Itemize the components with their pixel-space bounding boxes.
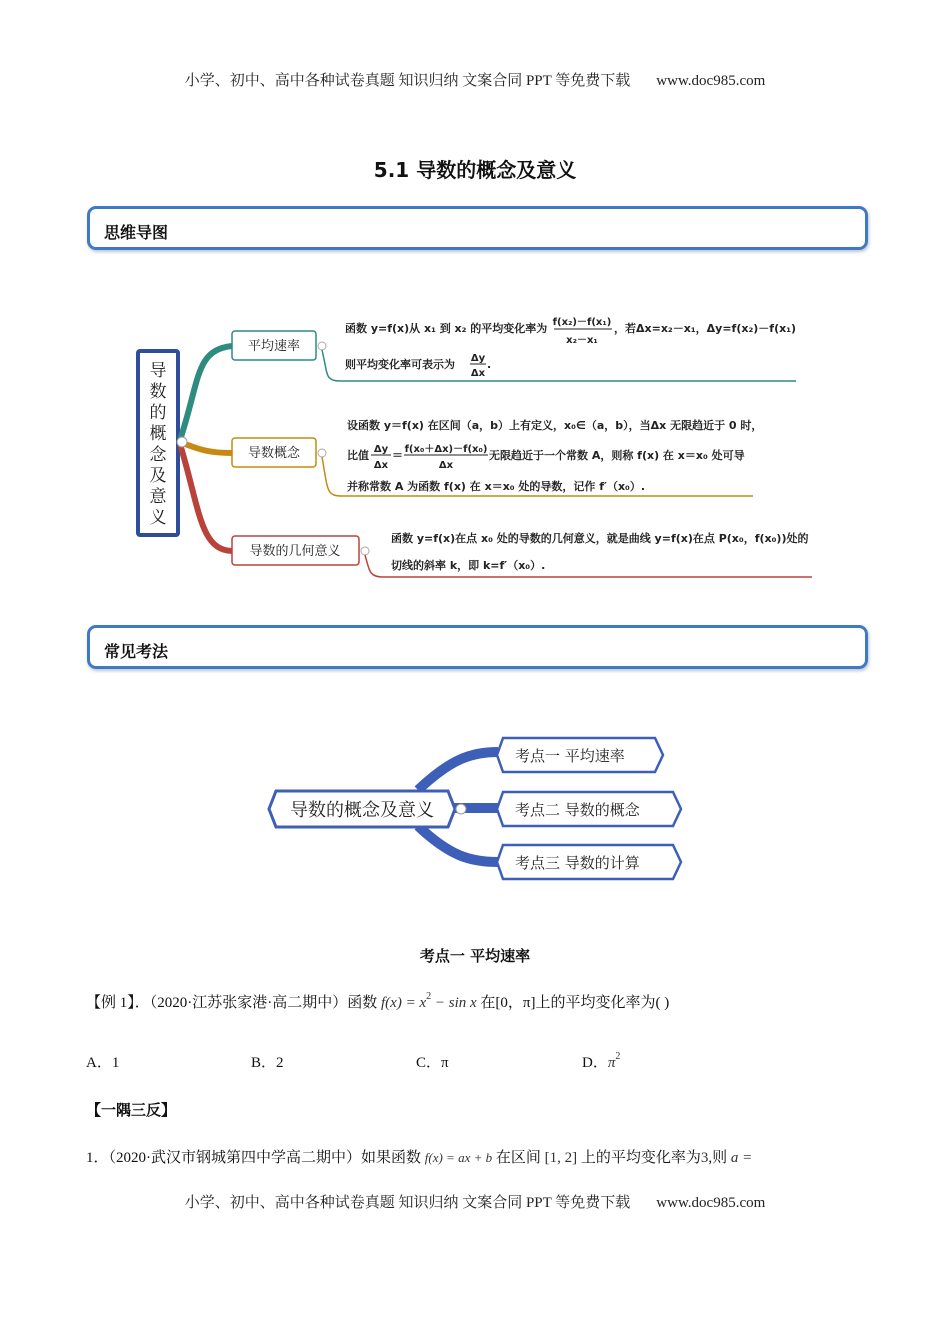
example-1 (86, 991, 669, 1012)
example-1-suffix: 在[0，π]上的平均变化率为( ) (480, 995, 670, 1011)
branch-label-speed: 平均速率 (247, 339, 301, 354)
mm2-root-connector (456, 804, 466, 814)
option-d-math: $\pi^2$ (607, 1051, 621, 1071)
concept-eq: ＝ (392, 449, 403, 462)
speed-frac2-num: Δy (470, 353, 486, 364)
concept-frac2-num: f(x₀＋Δx)－f(x₀) (404, 444, 488, 455)
option-a: A．1 (86, 1055, 120, 1071)
mm2-item-3-text: 考点三 导数的计算 (515, 854, 640, 872)
speed-line2-a: 则平均变化率可表示为 (345, 358, 455, 371)
geometry-line2: 切线的斜率 k，即 k=f′（x₀）. (391, 559, 546, 572)
speed-frac2-den: Δx (470, 368, 486, 379)
concept-line2-a: 比值 (347, 449, 369, 462)
branch-line-speed (180, 346, 232, 440)
option-d: D．$\pi^2$ (582, 1051, 621, 1071)
branch-line-concept (180, 442, 232, 453)
root-connector (177, 437, 187, 447)
concept-frac1-num: Δy (373, 444, 389, 455)
concept-line1: 设函数 y＝f(x) 在区间（a，b）上有定义，x₀∈（a，b），当Δx 无限趋近于 0 时， (347, 419, 763, 432)
mm2-item-1-text: 考点一 平均速率 (515, 747, 625, 765)
speed-line1-b: ，若Δx=x₂－x₁，Δy=f(x₂)－f(x₁) (614, 322, 797, 335)
kaodian1-title: 考点一 平均速率 (419, 947, 531, 965)
option-b: B．2 (251, 1055, 284, 1071)
concept-frac2-den: Δx (438, 460, 454, 471)
option-c: C．π (416, 1055, 449, 1071)
practice-1-value: 3 (700, 1150, 709, 1166)
header-site[interactable]: www.doc985.com (656, 73, 766, 89)
branch-connector-geometry (361, 547, 369, 555)
practice-1: 1．（2020·武汉市钢城第四中学高二期中）如果函数 f(x) = ax + b 在区间 [1, 2] 上的平均变化率为3,则 a = (86, 1150, 753, 1166)
branch-connector-concept (318, 449, 326, 457)
section-methods-label: 常见考法 (104, 642, 169, 661)
example-1-formula: $f(x) = x^2 - \sin x$ (381, 991, 477, 1011)
section-methods-box (87, 625, 868, 669)
speed-line2-b: . (487, 358, 492, 371)
practice-1-interval: [1, 2] (544, 1150, 578, 1166)
branch-label-geometry: 导数的几何意义 (249, 544, 341, 559)
practice-1-tail: a = (730, 1150, 753, 1166)
concept-frac1-den: Δx (373, 460, 389, 471)
page-title: 5.1 导数的概念及意义 (373, 158, 577, 182)
concept-line2-b: 无限趋近于一个常数 A，则称 f(x) 在 x＝x₀ 处可导 (489, 449, 745, 462)
practice-1-formula: f(x) = ax + b (424, 1150, 493, 1165)
footer-text: 小学、初中、高中各种试卷真题 知识归纳 文案合同 PPT 等免费下载 (184, 1195, 631, 1211)
mm2-root-text: 导数的概念及意义 (290, 800, 434, 821)
page-footer (0, 1191, 950, 1212)
branch-connector-speed (318, 342, 326, 350)
mindmap-root-text: 导数的概念及意义 (149, 361, 167, 528)
example-1-prefix: 【例 1】．（2020·江苏张家港·高二期中）函数 (86, 995, 378, 1011)
speed-frac1-den: x₂－x₁ (566, 335, 598, 346)
concept-line3: 并称常数 A 为函数 f(x) 在 x＝x₀ 处的导数，记作 f′（x₀）. (347, 480, 646, 493)
mm2-line-1 (418, 752, 498, 790)
branch-label-concept: 导数概念 (247, 446, 301, 461)
geometry-line1: 函数 y=f(x)在点 x₀ 处的导数的几何意义，就是曲线 y=f(x)在点 P(x₀，f(x₀))处的 (391, 532, 809, 545)
section-mindmap-label: 思维导图 (104, 223, 169, 242)
speed-frac1-num: f(x₂)－f(x₁) (552, 317, 612, 328)
branch-line-geometry (180, 444, 232, 551)
practice-title: 【一隅三反】 (86, 1101, 177, 1119)
speed-line1-a: 函数 y=f(x)从 x₁ 到 x₂ 的平均变化率为 (345, 322, 548, 335)
footer-site[interactable]: www.doc985.com (656, 1195, 766, 1211)
header-text: 小学、初中、高中各种试卷真题 知识归纳 文案合同 PPT 等免费下载 (184, 73, 631, 89)
mm2-item-2-text: 考点二 导数的概念 (515, 801, 640, 819)
mm2-line-3 (418, 826, 498, 862)
